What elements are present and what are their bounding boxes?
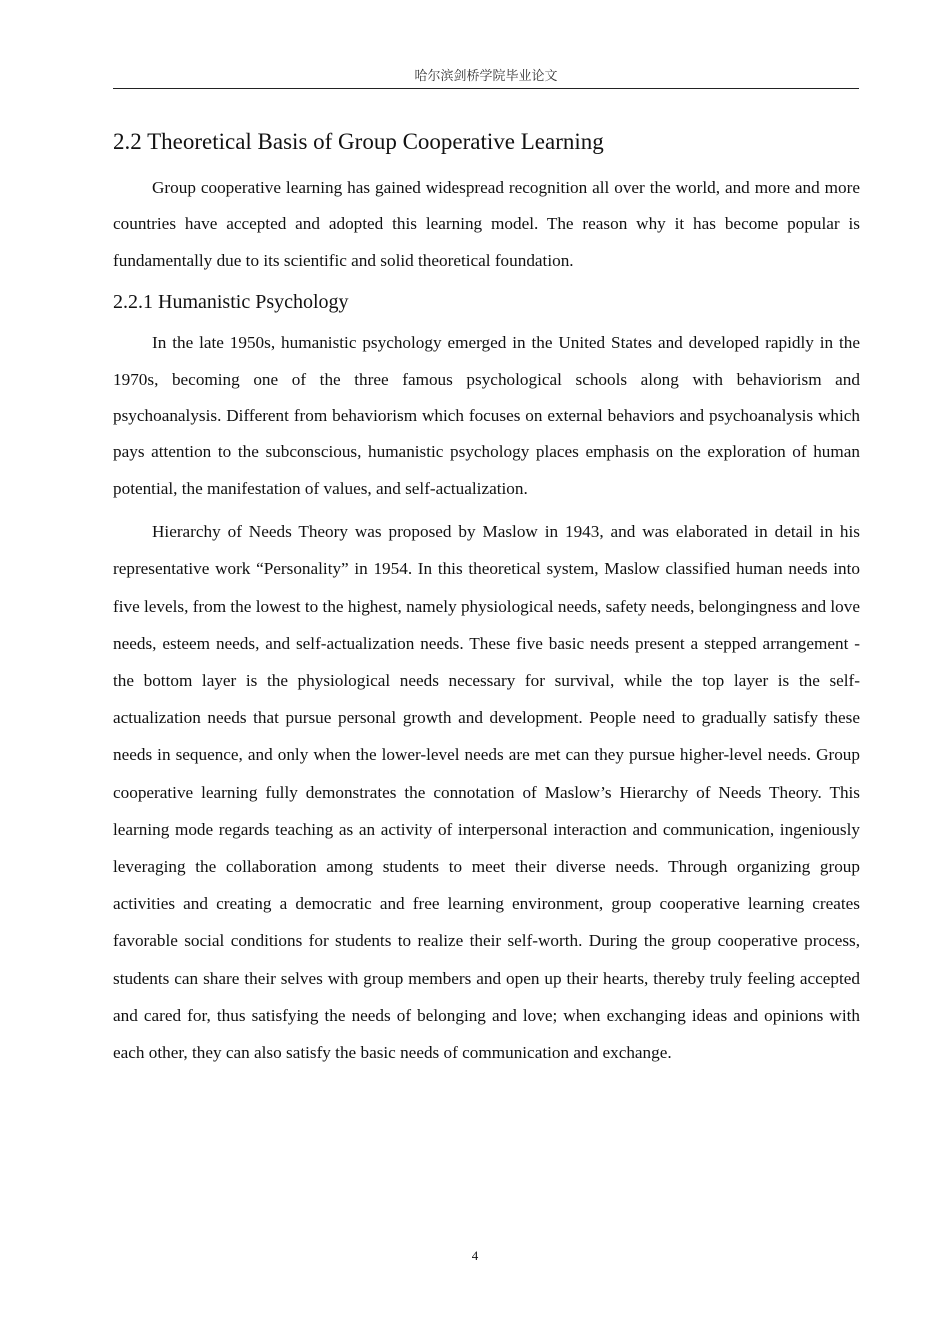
intro-paragraph: Group cooperative learning has gained widespread recognition all over the world, and more and more countries have accepted and adopted this learning model. The reason why it has become popular is fundamentally due to its scientific and solid theoretical foundation. (113, 178, 860, 270)
document-body (113, 120, 860, 1077)
page-number: 4 (471, 1248, 479, 1263)
hierarchy-of-needs-paragraph: Hierarchy of Needs Theory was proposed by Maslow in 1943, and was elaborated in detail in his representative work “Personality” in 1954. In this theoretical system, Maslow classified human needs into five levels, from the lowest to the highest, namely physiological needs, safety needs, belongingness and love needs, esteem needs, and self-actualization needs. These five basic needs present a stepped arrangement - the bottom layer is the physiological needs necessary for survival, while the top layer is the self-actualization needs that pursue personal growth and development. People need to gradually satisfy these needs in sequence, and only when the lower-level needs are met can they pursue higher-level needs. Group cooperative learning fully demonstrates the connotation of Maslow’s Hierarchy of Needs Theory. This learning mode regards teaching as an activity of interpersonal interaction and communication, ingeniously leveraging the collaboration among students to meet their diverse needs. Through organizing group activities and creating a democratic and free learning environment, group cooperative learning creates favorable social conditions for students to realize their self-worth. During the group cooperative process, students can share their selves with group members and open up their hearts, thereby truly feeling accepted and cared for, thus satisfying the needs of belonging and love; when exchanging ideas and opinions with each other, they can also satisfy the basic needs of communication and exchange. (113, 522, 861, 1063)
subsection-heading: 2.2.1 Humanistic Psychology (113, 291, 349, 314)
section-heading: 2.2 Theoretical Basis of Group Cooperative Learning (113, 129, 604, 154)
page-header (113, 66, 859, 89)
header-title: 哈尔滨剑桥学院毕业论文 (414, 68, 558, 83)
humanistic-psychology-paragraph: In the late 1950s, humanistic psychology emerged in the United States and developed rapidly in the 1970s, becoming one of the three famous psychological schools along with behaviorism and psychoanalysis. Different from behaviorism which focuses on external behaviors and psychoanalysis which pays attention to the subconscious, humanistic psychology places emphasis on the exploration of human potential, the manifestation of values, and self-actualization. (113, 333, 860, 498)
